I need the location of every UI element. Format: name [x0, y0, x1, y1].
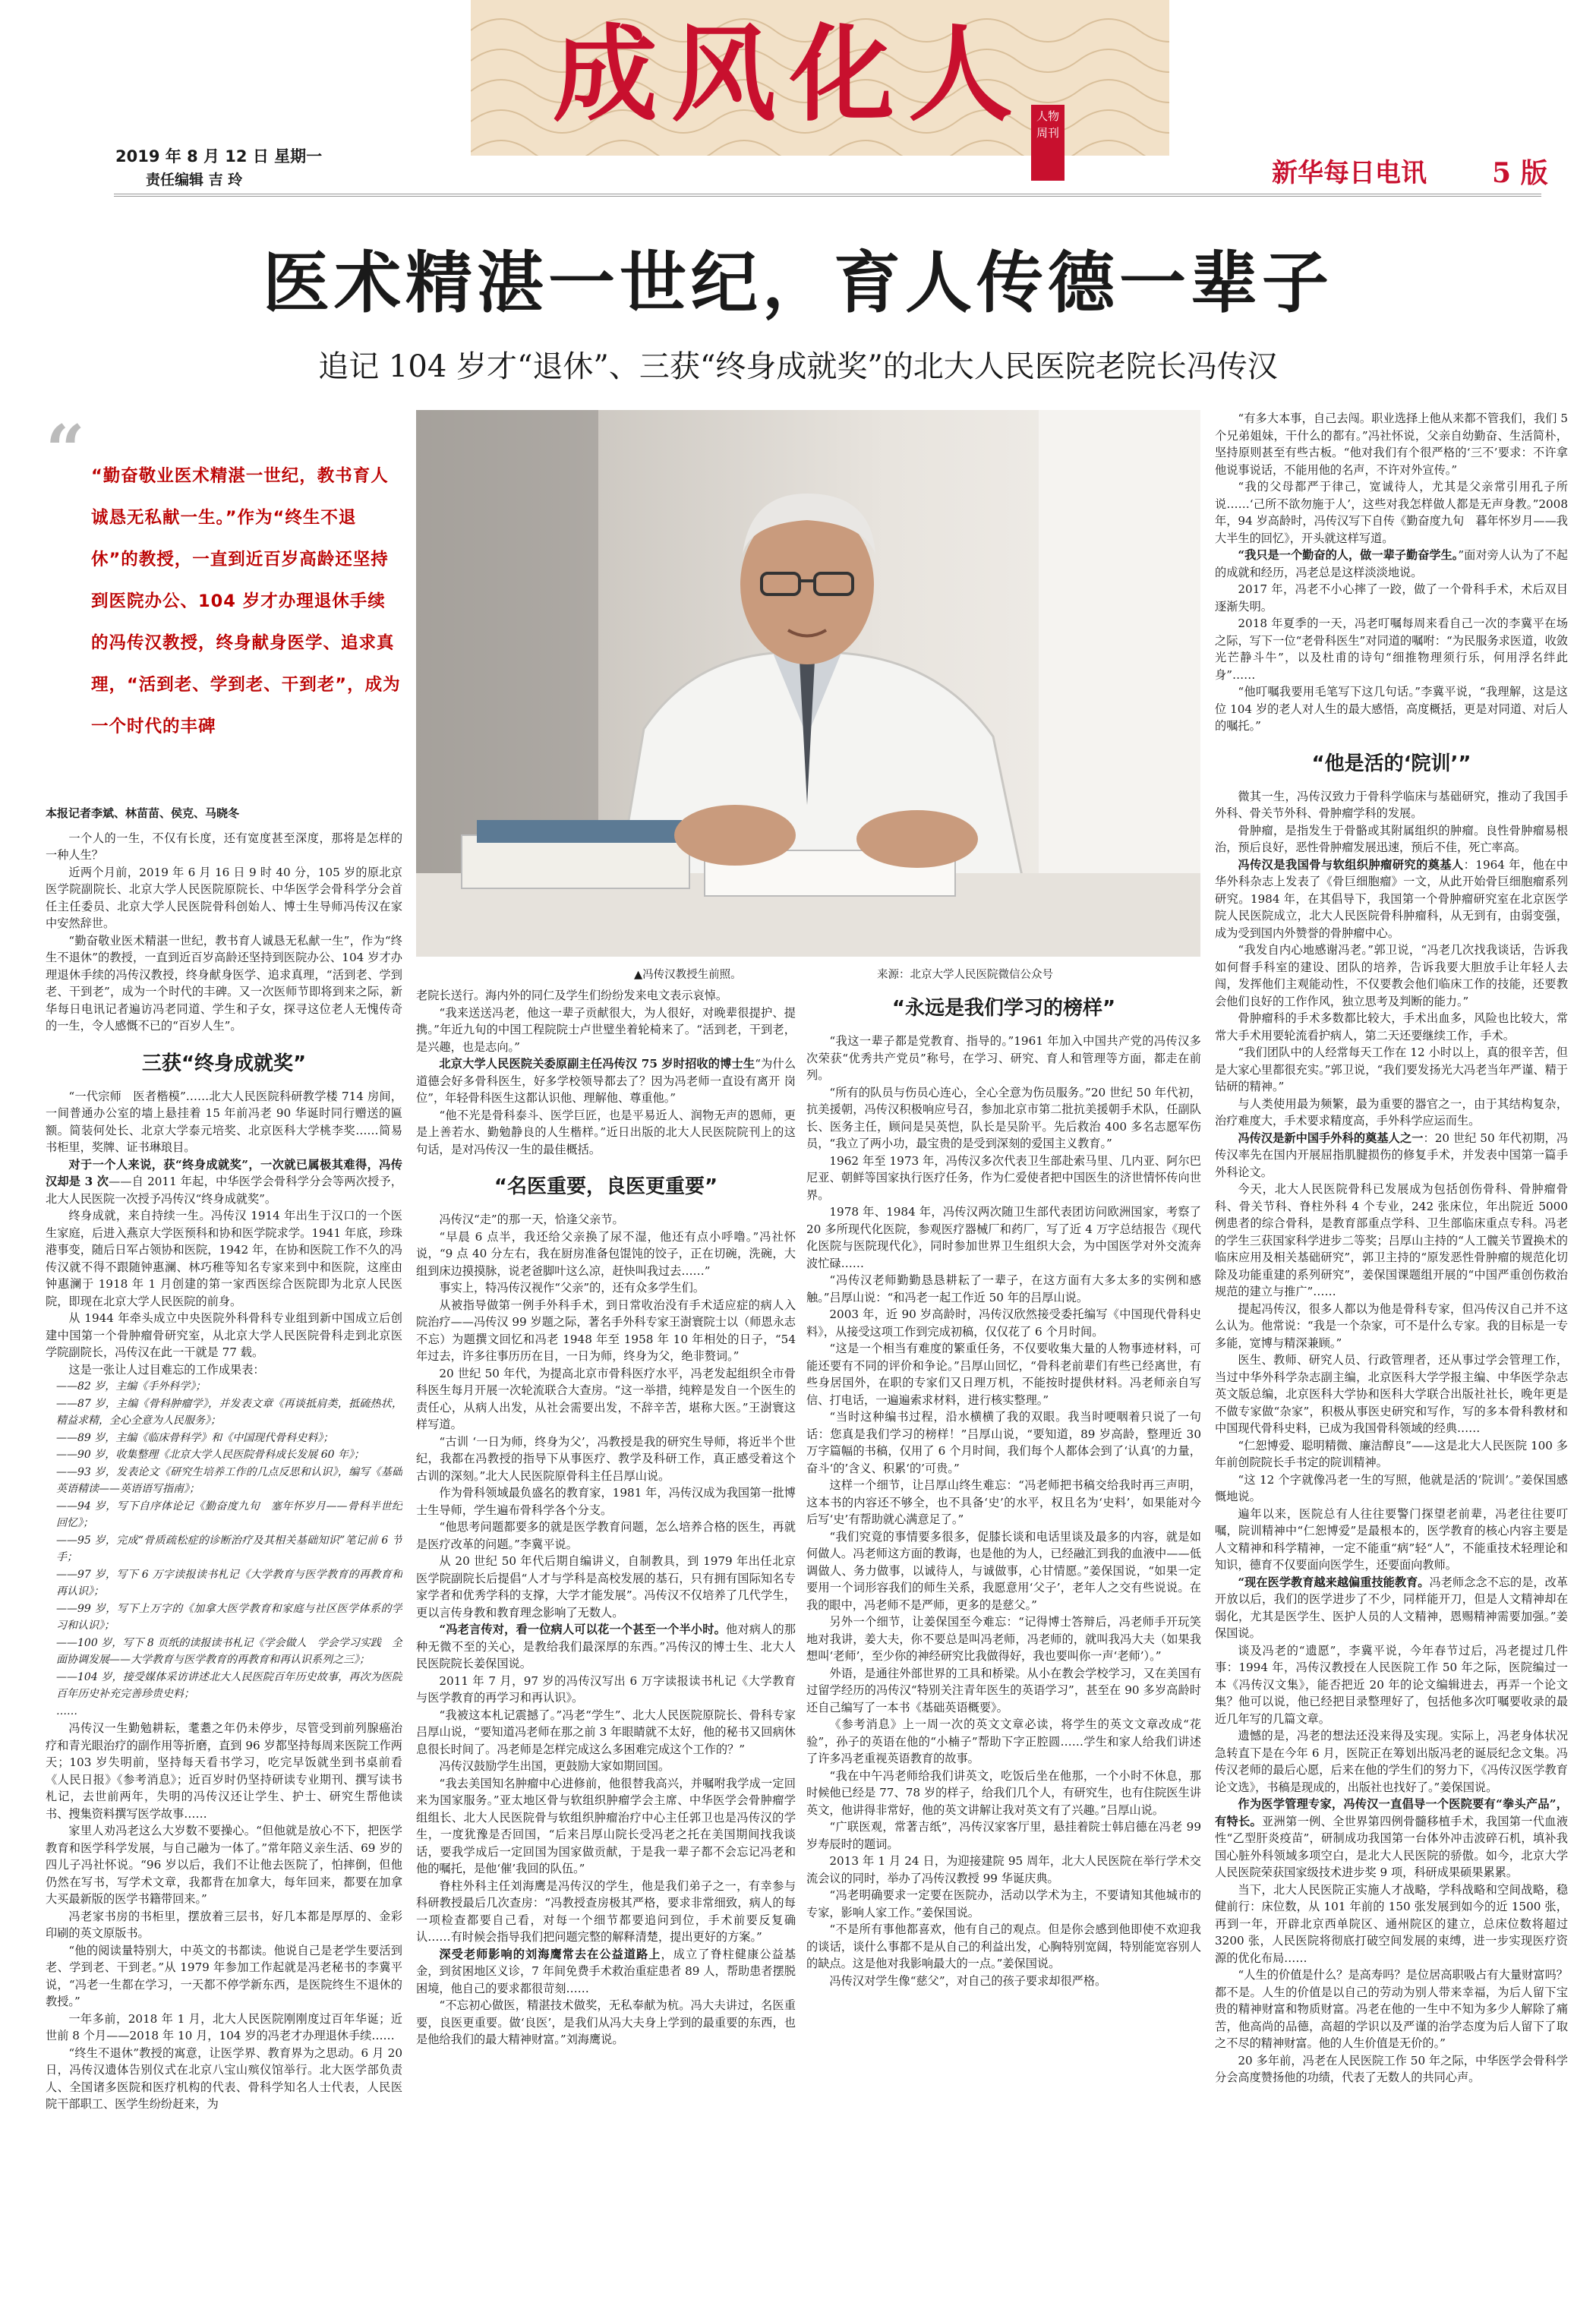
- quote-mark-icon: “: [46, 410, 85, 490]
- paragraph: 脊柱外科主任刘海鹰是冯传汉的学生，他是我们弟子之一，有幸参与科研教授最后几次查房：“冯教授查房极其严格，要求非常细致，病人的每一项检查都要自己看，对每一个细节都要追问到位，手术前要反复确认……有时候会指导我们把问题完整的解释清楚，提出更好的方案。”: [416, 1878, 796, 1944]
- paragraph: 终身成就，来自持续一生。冯传汉 1914 年出生于汉口的一个医生家庭，后进入燕京大学医预科和协和医学院求学。1941 年底，珍珠港事变，随后日军占领协和医院，1942 年，在协和医院工作不久的冯传汉就不得不跟随钟惠澜、林巧稚等知名专家来到中和医院，这座由钟惠澜于 1918 年 1 月创建的第一家西医综合医院即为北京人民医院，即现在北京大学人民医院的前身。: [46, 1209, 402, 1308]
- paragraph: 冯传汉一生勤勉耕耘，耄耋之年仍未停步，尽管受到前列腺癌治疗和青光眼治疗的副作用等折磨，直到 96 岁都坚持每周来医院工作两天；103 岁失明前，坚持每天看书学习，吃完早饭就坐到书桌前看《人民日报》《参考消息》；近百岁时仍坚持研读专业期刊、撰写读书札记，去世前两年，失明的冯传汉还让学生、护士、研究生帮他读书、搜集资料撰写医学故事……: [46, 1721, 402, 1821]
- paragraph: 1978 年、1984 年，冯传汉两次随卫生部代表团访问欧洲国家，考察了 20 多所现代化医院，参观医疗器械厂和药厂，写了近 4 万字总结报告《现代化医院与医院现代化》，同时参加世界卫生组织大会，为中国医学对外交流奔波忙碌……: [806, 1205, 1201, 1270]
- paragraph: 20 多年前，冯老在人民医院工作 50 年之际，中华医学会骨科学分会高度赞扬他的功绩，代表了无数人的共同心声。: [1215, 2053, 1568, 2084]
- editor-credit: 责任编辑 吉 玲: [146, 172, 243, 188]
- paragraph: 冯传汉“走”的那一天，恰逢父亲节。: [439, 1213, 624, 1226]
- paragraph: “他思考问题都要多的就是医学教育问题，怎么培养合格的医生，再就是医疗改革的问题。”李冀平说。: [416, 1520, 796, 1551]
- paragraph: “古训 ‘一日为师，终身为父’，冯教授是我的研究生导师，将近半个世纪，我都在冯教授的指导下从事医疗、教学及科研工作，真正感受着这个古训的深刻。”北大人民医院原骨科主任吕厚山说。: [416, 1434, 796, 1483]
- paragraph: “一代宗师 医者楷模”……北大人民医院科研教学楼 714 房间，一间普通办公室的墙上悬挂着 15 年前冯老 90 华诞时同行赠送的匾额。简装何处长、北京大学泰元培奖、北京医科大学桃李奖……简易书柜里，奖牌、证书琳琅目。: [46, 1089, 402, 1154]
- paragraph: “我这一辈子都是党教育、指导的。”1961 年加入中国共产党的冯传汉多次荣获“优秀共产党员”称号，在学习、研究、育人和管理等方面，都走在前列。: [806, 1034, 1201, 1082]
- paragraph: “当时这种编书过程，沿水横横了我的双眼。我当时哽咽着只说了一句话：您真是我们学习的榜样！”吕厚山说，“要知道，89 岁高龄，整理近 30 万字篇幅的书稿，仅用了 6 个月时间，我们每个人都体会到了‘认真’的力量，奋斗‘的’含义、积累‘的’可贵。”: [806, 1410, 1201, 1475]
- paragraph: “我的父母都严于律己，宽诚待人，尤其是父亲常引用孔子所说……‘己所不欲勿施于人’，这些对我怎样做人都是无声身教。”2008 年，94 岁高龄时，冯传汉写下自传《勤奋度九旬 暮年怀岁月——我大半生的回忆》，开头就这样写道。: [1215, 480, 1568, 545]
- bold-lead: 深受老师影响的刘海鹰常去在公益道路上: [439, 1947, 661, 1961]
- paragraph: 近两个月前，2019 年 6 月 16 日 9 时 40 分，105 岁的原北京医学院副院长、北京大学人民医院原院长、中华医学会骨科学分会首任主任委员、北京大学人民医院骨科创始人、博士生导师冯传汉在家中安然辞世。: [46, 865, 402, 930]
- paragraph: [1215, 1796, 1568, 1881]
- paragraph: 与人类使用最为频繁，最为重要的器官之一，由于其结构复杂，治疗难度大，手术要求精度高，手外科学应运而生。: [1215, 1096, 1568, 1128]
- paragraph-text: 他对病人的那种无微不至的关心，是教给我们最深厚的东西。”冯传汉的博士生、北大人民医院院长姜保国说。: [416, 1623, 796, 1670]
- paragraph: 一年多前，2018 年 1 月，北大人民医院刚刚度过百年华诞；近世前 8 个月——2018 年 10 月，104 岁的冯老才办理退休手续……: [46, 2011, 402, 2042]
- bold-lead: “我只是一个勤奋的人，做一辈子勤奋学生。: [1238, 548, 1459, 562]
- paragraph: “我在中午冯老师给我们讲英文，吃饭后坐在他那，一个小时不休息，那时候他已经是 77、78 岁的样子，给我们几个人，有研究生，也有住院医生讲英文，他讲得非常好，他的英文讲解让我对英文有了兴趣。”吕厚山说。: [806, 1768, 1201, 1817]
- paragraph: 从 1944 年牵头成立中央医院外科骨科专业组到新中国成立后创建中国第一个骨肿瘤骨研究室，从北京大学人民医院骨科走到北京医学院副院长，冯传汉在此一干就是 77 载。: [46, 1311, 402, 1359]
- column-seal: 人物周刊: [1031, 105, 1065, 181]
- paragraph: [1215, 856, 1568, 942]
- paragraph: “我来送送冯老，他这一辈子贡献很大，为人很好，对晚辈很提护、提携。”年近九旬的中国工程院院士卢世璧坐着轮椅来了。“活到老，干到老，是兴趣，也是志向。”: [416, 1005, 796, 1054]
- timeline-item: ——89 岁，主编《临床骨科学》和《中国现代骨科史料》；: [56, 1431, 334, 1444]
- paragraph: 这是一张让人过目难忘的工作成果表：: [68, 1362, 265, 1377]
- paragraph: “这 12 个字就像冯老一生的写照，他就是活的‘院训’。”姜保国感慨地说。: [1215, 1472, 1568, 1503]
- paragraph: “他叮嘱我要用毛笔写下这几句话。”李冀平说，“我理解，这是这位 104 岁的老人对人生的最大感悟，高度概括，更是对同道、对后人的嘱托。”: [1215, 685, 1568, 733]
- paragraph: 2003 年，近 90 岁高龄时，冯传汉欣然接受委托编写《中国现代骨科史料》，从接受这项工作到完成初稿，仅仅花了 6 个月时间。: [806, 1307, 1201, 1339]
- paragraph: “我们团队中的人经常每天工作在 12 小时以上，真的很辛苦，但是大家心里都很充实。”郭卫说，“我们要发扬光大冯老当年严谨、精于钻研的精神。”: [1215, 1046, 1568, 1093]
- header-divider: [114, 194, 1541, 197]
- paragraph: 1962 年至 1973 年，冯传汉多次代表卫生部赴索马里、几内亚、阿尔巴尼亚、朝鲜等国家执行医疗任务，作为仁爱使者把中国医生的济世情怀传向世界。: [806, 1153, 1201, 1202]
- paragraph: 今天，北大人民医院骨科已发展成为包括创伤骨科、骨肿瘤骨科、骨关节科、脊柱外科 4 个专业，242 张床位，年出院近 5000 例患者的综合骨科，是教育部重点学科、卫生部临床重点专科。冯老的学生三获国家科学进步二等奖；吕厚山主持的“人工髋关节置换术的临床应用及相关基础研究”，郭卫主持的“原发恶性骨肿瘤的规范化切除及功能重建的系列研究”，姜保国课题组开展的“中国严重创伤救治规范的建立与推广”……: [1215, 1182, 1568, 1298]
- paragraph: 遍年以来，医院总有人往往要警门探望老前辈，冯老往往要叮嘱，院训精神中“仁恕博爱”是最根本的，医学教育的核心内容主要是人文精神和科学精神，一定不能重“病”轻“人”，不能重技术轻理论和知识，德育不仅要面向医学生，还要面向教师。: [1215, 1506, 1568, 1572]
- paragraph: 另外一个细节，让姜保国至今难忘：“记得博士答辩后，冯老师手开玩笑地对我讲，姜大夫，你不要总是叫冯老师，冯老师的，就叫我冯大夫（如果我想叫‘老师’，至少你的神经研究比我做得好，我也要叫你一声‘老师’）。”: [806, 1615, 1201, 1663]
- paper-name: 新华每日电讯: [1272, 158, 1427, 188]
- paragraph: 老院长送行。海内外的同仁及学生们纷纷发来电文表示哀悼。: [416, 989, 728, 1002]
- paragraph: “他的阅读量特别大，中英文的书都读。他说自己是老学生要活到老、学到老、干到老。”从 1979 年参加工作起就是冯老秘书的李冀平说，“冯老一生都在学习，一天都不停学新东西，是医院终生不退休的教授。”: [46, 1943, 402, 2008]
- article-column-4: [1215, 410, 1568, 2304]
- paragraph: [46, 1156, 402, 1208]
- timeline-item: ——82 岁，主编《手外科学》；: [56, 1380, 207, 1393]
- bold-lead: 冯传汉是我国骨与软组织肿瘤研究的奠基人: [1238, 857, 1464, 872]
- paragraph: “人生的价值是什么？是高寿吗？是位居高职吸占有大量财富吗？都不是。人生的价值是以自己的劳动为别人带来幸福，为后人留下宝贵的精神财富和物质财富。冯老在他的一生中不知为多少人解除了痛苦，他高尚的品德，高超的学识以及严谨的治学态度为后人留下了取之不尽的精神财富。他的人生价值是无价的。”: [1215, 1968, 1568, 2050]
- timeline-item: ……: [56, 1705, 77, 1717]
- paragraph: “勤奋敬业医术精湛一世纪，教书育人诚恳无私献一生”，作为“终生不退休”的教授，一直到近百岁高龄还坚持到医院办公、104 岁才办理退休手续的冯传汉教授，终身献身医学、追求真理，“活到老、学到老、干到老”，成为一个时代的丰碑。又一次医师节即将到来之际，新华每日电讯记者遍访冯老同道、学生和子女，探寻这位老人无愧传奇的一生，令人感慨不已的“百岁人生”。: [46, 933, 402, 1033]
- paragraph: “终生不退休”教授的寓意，让医学界、教育界为之思动。6 月 20 日，冯传汉遗体告别仪式在北京八宝山殡仪馆举行。北大医学部负责人、全国诸多医院和医疗机构的代表、骨科学知名人士代表，人民医院干部职工、医学生纷纷赶来，为: [46, 2045, 402, 2111]
- paragraph-text: “为什么道德会好多骨科医生，好多学校领导都去了？因为冯老师一直设有离开 岗位”，年轻骨科医生这都认识他、理解他、尊重他。”: [416, 1057, 796, 1105]
- section-title: “他是活的‘院训’”: [1311, 752, 1471, 775]
- timeline-list: [46, 1378, 402, 1720]
- timeline-item: ——95 岁，完成“骨质疏松症的诊断治疗及其相关基础知识”笔记前 6 节手；: [56, 1534, 402, 1563]
- article-column-3: [806, 979, 1201, 2304]
- paragraph-text: 冯老师念念不忘的是，改革开放以后，我们的医学进步了不少，同样能开刀，但是人文精神却在弱化，尤其是医学生、医护人员的人文精神，恩赐精神需要加强。”姜保国说。: [1215, 1575, 1568, 1640]
- paragraph: [1215, 1574, 1568, 1642]
- paragraph: 2017 年，冯老不小心摔了一跤，做了一个骨科手术，术后双目逐渐失明。: [1215, 582, 1568, 613]
- issue-date: 2019 年 8 月 12 日 星期一: [115, 147, 323, 166]
- bold-lead: 北京大学人民医院关委原副主任冯传汉 75 岁时招收的博士生: [439, 1057, 755, 1071]
- section-title: 三获“终身成就奖”: [141, 1052, 307, 1075]
- paragraph: “早晨 6 点半，我还给父亲换了尿不湿，他还有点小呼噜。”冯社怀说，“9 点 40 分左右，我在厨房准备包馄饨的饺子，正在切碗，洗碗，大组到床边摸摸脉，说老爸脚叶这么凉，赶快叫我过去……”: [416, 1229, 796, 1278]
- bold-lead: “冯老言传对，看一位病人可以花一个甚至一个半小时。: [439, 1623, 726, 1636]
- paragraph: 骨肿瘤科的手术多数都比较大，手术出血多，风险也比较大，常常大手术用要轮流看护病人，第二天还要继续工作，手术。: [1215, 1011, 1568, 1042]
- paragraph: 骨肿瘤，是指发生于骨骼或其附属组织的肿瘤。良性骨肿瘤易根治，预后良好，恶性骨肿瘤发展迅速，预后不佳，死亡率高。: [1215, 823, 1568, 854]
- headline: 医术精湛一世纪，育人传德一辈子: [262, 244, 1333, 322]
- paragraph: “冯传汉老师勤勤恳恳耕耘了一辈子，在这方面有大多太多的实例和感触。”吕厚山说：“和冯老一起工作近 50 年的吕厚山说。: [806, 1273, 1201, 1304]
- paragraph: 作为骨科领域最负盛名的教育家，1981 年，冯传汉成为我国第一批博士生导师，学生遍布骨科学各个分支。: [416, 1486, 796, 1517]
- timeline-item: ——87 岁，主编《骨科肿瘤学》，并发表文章《再谈抵肩类，抵硫热状，精益求精，全心全意为人民服务》；: [56, 1397, 402, 1427]
- timeline-item: ——93 岁，发表论文《研究生培养工作的几点反思和认识》，编写《基础英语精读——英语语写指南》；: [56, 1465, 402, 1495]
- paragraph: “广联医观，常著吉纸”，冯传汉家客厅里，悬挂着院士韩启德在冯老 99 岁寿辰时的题词。: [806, 1820, 1201, 1851]
- paragraph: “冯老明确要求一定要在医院办，活动以学术为主，不要请知其他城市的专家，影响人家工作。”姜保国说。: [806, 1888, 1201, 1919]
- photo-credit: 来源：北京大学人民医院微信公众号: [877, 969, 1053, 981]
- paragraph: 从 20 世纪 50 年代后期自编讲义，自制教具，到 1979 年出任北京医学院副院长后提倡“人才与学科是高校发展的基石，只有拥有国际知名专家学者和优秀学科的支撑，大学才能发展”。冯传汉不仅培养了几代学生，更以言传身教和教育理念影响了无数人。: [416, 1554, 796, 1620]
- portrait-photo: [416, 410, 1200, 957]
- paragraph: 一个人的一生，不仅有长度，还有宽度甚至深度，那将是怎样的一种人生？: [46, 831, 402, 862]
- photo-caption: ▲冯传汉教授生前照。: [634, 969, 742, 981]
- paragraph-text: 亚洲第一例、全世界第四例骨髓移植手术，我国第一代血液性“乙型肝炎疫苗”，研制成功我国第一台体外冲击波碎石机，填补我国心脏外科领域多项空白，是北大人民医院的骄傲。如今，北京大学人民医院荣获国家级技术进步奖 9 项，科研成果硕果累累。: [1215, 1814, 1568, 1879]
- paragraph: 从被指导做第一例手外科手术，到日常收治没有手术适应症的病人入院治疗——冯传汉 99 岁题之际，著名手外科专家王澍寰院士以（师恩永志不忘）为题撰文回忆和冯老 1948 年至 1958 年 10 年相处的日子，“54 年过去，许多往事历历在目，一日为师，终身为父，绝非赘词。”: [416, 1298, 796, 1363]
- paragraph: 医生、教师、研究人员、行政管理者，还从事过学会管理工作，当过中华外科学杂志副主编，北京医科大学学报主编、中华医学杂志英文版总编，北京医科大学协和医科大学联合出版社社长，晚年更是不做专家做“杂家”，积极从事医史研究和写作，写的多本骨科教材和中国现代骨科史料，已成为我国骨科领域的经典……: [1215, 1353, 1568, 1435]
- paragraph: 这样一个细节，让吕厚山终生难忘：“冯老师把书稿交给我时再三声明，这本书的内容还不够全，也不具备‘史’的水平，权且名为‘史料’，如果能对今后写‘史’有帮助就心满意足了。”: [806, 1478, 1201, 1526]
- paragraph: “仁恕博爱、聪明精微、廉洁醇良”——这是北大人民医院 100 多年前创院院长手书定的院训精神。: [1215, 1438, 1568, 1469]
- subheadline: 追记 104 岁才“退休”、三获“终身成就奖”的北大人民医院老院长冯传汉: [318, 349, 1278, 384]
- paragraph: 冯传汉对学生像“慈父”，对自己的孩子要求却很严格。: [829, 1973, 1107, 1988]
- paragraph: [416, 1055, 796, 1107]
- paragraph: 外语，是通往外部世界的工具和桥梁。从小在教会学校学习，又在美国有过留学经历的冯传汉“特别关注青年医生的英语学习”，甚至在 90 多岁高龄时还自己编写了一本书《基础英语概要》。: [806, 1666, 1201, 1714]
- paragraph: 2011 年 7 月，97 岁的冯传汉写出 6 万字读报读书札记《大学教育与医学教育的再学习和再认识》。: [416, 1673, 796, 1705]
- paragraph: 遗憾的是，冯老的想法还没来得及实现。实际上，冯老身体状况急转直下是在今年 6 月，医院正在筹划出版冯老的诞辰纪念文集。冯传汉老师的最后心愿，后来在他的学生们的努力下，《冯传汉医学教育论文选》，书稿是现成的，出版社也找好了。”姜保国说。: [1215, 1729, 1568, 1794]
- paragraph: “所有的队员与伤员心连心，全心全意为伤员服务。”20 世纪 50 年代初，抗美援朝，冯传汉积极响应号召，参加北京市第二批抗美援朝手术队，任副队长、医务主任，顾问是吴英恺，队长是吴阶平。先后救治 400 多名志愿军伤员，“我立了两小功，最宝贵的是受到深刻的爱国主义教育。”: [806, 1085, 1201, 1150]
- timeline-item: ——90 岁，收集整理《北京大学人民医院骨科成长发展 60 年》；: [56, 1449, 364, 1461]
- byline: 本报记者李斌、林苗苗、侯克、马晓冬: [46, 806, 240, 820]
- portrait-illustration: [416, 410, 1200, 957]
- article-column-1: [46, 805, 402, 2304]
- timeline-item: ——94 岁，写下自序体论记《勤奋度九旬 塞年怀岁月——骨科半世纪回忆》；: [56, 1500, 402, 1529]
- paragraph: 2018 年夏季的一天，冯老叮嘱每周来看自己一次的李冀平在场之际，写下一位“老骨科医生”对同道的嘱咐：“为民服务求医道，收敛光芒静斗牛”，以及杜甫的诗句“细推物理须行乐，何用浮名绊此身”……: [1215, 617, 1568, 682]
- section-title: “名医重要，良医更重要”: [494, 1175, 718, 1198]
- paragraph: [416, 1946, 796, 1998]
- paragraph: “有多大本事，自己去闯。职业选择上他从来都不管我们，我们 5 个兄弟姐妹，干什么的都有。”冯社怀说，父亲自幼勤奋、生活简朴，坚持原则甚至有些古板。“他对我们有个很严格的‘三不’要求：不许拿他说事说话，不能用他的名声，不许对外宣传。”: [1215, 412, 1568, 477]
- paragraph: “这是一个相当有难度的繁重任务，不仅要收集大量的人物事迹材料，可能还要有不同的评价和争论。”吕厚山回忆，“骨科老前辈们有些已经离世，有些身居国外，在职的专家们又日理万机，不能按时提供材料。冯老师亲自写信、打电话，一遍遍索求材料，进行核实整理。”: [806, 1342, 1201, 1407]
- section-title: “永远是我们学习的榜样”: [891, 997, 1116, 1020]
- timeline-item: ——100 岁，写下 8 页纸的读报读书札记《学会做人 学会学习实践 全面协调发展——大学教育与医学教育的再教育和再认识系列之三》；: [56, 1636, 402, 1666]
- paragraph: “不是所有事他都喜欢，他有自己的观点。但是你会感到他即使不欢迎我的谈话，谈什么事都不是从自己的利益出发，心胸特别宽阔，特别能宽容别人的缺点。这是他对我影响最大的一点。”姜保国说。: [806, 1922, 1201, 1970]
- page-number: 5 版: [1492, 157, 1548, 189]
- paragraph-text: ——自 2011 年起，中华医学会骨科学分会等两次授予，北大人民医院一次授予冯传汉“终身成就奖”。: [46, 1175, 402, 1206]
- timeline-item: ——104 岁，接受媒体采访讲述北大人民医院百年历史故事，再次为医院百年历史补充完善珍贵史料；: [56, 1670, 402, 1700]
- paragraph: [1215, 1130, 1568, 1181]
- paragraph-text: ：1964 年，他在中华外科杂志上发表了《骨巨细胞瘤》一文，从此开始骨巨细胞瘤系列研究。1984 年，在其倡导下，我国第一个骨肿瘤研究室在北京医学院人民医院成立，北大人民医院骨科肿瘤科，从无到有，由弱变强，成为受到国内外赞誉的骨肿瘤中心。: [1215, 857, 1568, 940]
- paragraph: “他不光是骨科泰斗、医学巨匠，也是平易近人、润物无声的恩师，更是上善若水、勤勉静良的人生楷样。”近日出版的北大人民医院院刊上的这句话，是对冯传汉一生的最佳概括。: [416, 1108, 796, 1156]
- paragraph: 冯老家书房的书柜里，摆放着三层书，好几本都是厚厚的、金彩印刷的英文原版书。: [46, 1909, 402, 1940]
- paragraph: 《参考消息》上一周一次的英文文章必读，将学生的英文文章改成“花验”，孙子的英语在他的“小楠子”帮助下字正腔圆……学生和家人给我们讲述了许多冯老重视英语教育的故事。: [806, 1717, 1201, 1765]
- paragraph: 家里人劝冯老这么大岁数不要操心。“但他就是放心不下，把医学教育和医学科学发展，与自己融为一体了。”常年陪义亲生活、69 岁的四儿子冯社怀说。“96 岁以后，我们不让他去医院了，怕摔倒，但他仍然在写书，写学术文章，我都背在加拿大，每年回来，都要在加拿大买最新版的医学书籍带回来。”: [46, 1824, 402, 1906]
- bold-lead: 作为医学管理专家，冯传汉一直倡导一个医院要有“拳头产品”，有特长。: [1215, 1797, 1568, 1828]
- paragraph: 提起冯传汉，很多人都以为他是骨科专家，但冯传汉自己并不这么认为。他常说：“我是一个杂家，可不是什么专家。我的目标是一专多能，宽博与精深兼顾。”: [1215, 1301, 1568, 1350]
- column-title: 成风化人: [552, 12, 1027, 136]
- bold-lead: “现在医学教育越来越偏重技能教育。: [1238, 1575, 1430, 1589]
- paragraph: “我去美国知名肿瘤中心进修前，他很替我高兴，并嘱咐我学成一定回来为国家服务。”亚太地区骨与软组织肿瘤学会主席、中华医学会骨肿瘤学组组长、北大人民医院骨与软组织肿瘤治疗中心主任郭卫也是冯传汉的学生，一度犹豫是否回国，“后来吕厚山院长受冯老之托在美国期间找我谈话，要我学成后一定回国为国家做贡献，于是我一辈子都不会忘记冯老和他的嘱托，是他‘催’我回的队伍。”: [416, 1776, 796, 1875]
- paragraph: “我们究竟的事情要多很多，促膝长谈和电话里谈及最多的内容，就是如何做人。冯老师这方面的教诲，也是他的为人，已经融汇到我的血液中——低调做人、务力做事，以诚待人，与诚做事，心甘情愿。”姜保国说，“如果一定要用一个词形容我们的师生关系，我愿意用‘父子’，老年人之交有些说说。在我的眼中，冯老师不是严师，更多的是慈父。”: [806, 1529, 1201, 1612]
- paragraph: [1215, 547, 1568, 581]
- paragraph-text: ，成立了脊柱健康公益基金，到贫困地区义诊，7 年间免费手术救治重症患者 89 人，帮助患者摆脱困境，他自己的要求都很苛刻……: [416, 1947, 796, 1995]
- paragraph: “我发自内心地感谢冯老。”郭卫说，“冯老几次找我谈话，告诉我如何督手科室的建设、团队的培养，告诉我要大胆放手让年轻人去闯，发挥他们主观能动性，不仅要教会他们临床工作的技能，还要教会他们良好的工作作风，独立思考及判断的能力。”: [1215, 943, 1568, 1008]
- paragraph: 2013 年 1 月 24 日，为迎接建院 95 周年，北大人民医院在举行学术交流会议的同时，举办了冯传汉教授 99 华诞庆典。: [806, 1854, 1201, 1885]
- bold-lead: 对于一个人来说，获“终身成就奖”，一次就已属极其难得，冯传汉却是 3 次: [46, 1157, 402, 1188]
- paragraph: 事实上，特冯传汉视作“父亲”的，还有众多学生们。: [439, 1281, 705, 1295]
- pull-quote: “勤奋敬业医术精湛一世纪，教书育人诚恳无私献一生。”作为“终生不退休”的教授，一直到近百岁高龄还坚持到医院办公、104 岁才办理退休手续的冯传汉教授，终身献身医学、追求真理，“活到老、学到老、干到老”，成为一个时代的丰碑: [91, 466, 401, 736]
- bold-lead: 冯传汉是新中国手外科的奠基人之一: [1238, 1131, 1424, 1145]
- paragraph-text: ：20 世纪 50 年代初期，冯传汉率先在国内开展屈指肌腱损伤的修复手术，并发表中国第一篇手外科论文。: [1215, 1131, 1568, 1179]
- timeline-item: ——97 岁，写下 6 万字读报读书札记《大学教育与医学教育的再教育和再认识》；: [56, 1568, 402, 1598]
- paragraph: 当下，北大人民医院正实施人才战略，学科战略和空间战略，稳健前行：床位数，从 101 年前的 150 张发展到如今的近 1500 张，再到一年，开辟北京西单院区、通州院区的建立，总床位数将超过 3200 张，人民医院将彻底打破空间发展的束缚，进一步实现医疗资源的优化布局……: [1215, 1882, 1568, 1965]
- paragraph: “不忘初心做医，精湛技术做奖，无私奉献为杭。冯大夫讲过，名医重要，良医更重要。做‘良医’，是我们从冯大夫身上学到的最重要的东西，也是他给我们的最大精神财富。”刘海鹰说。: [416, 1998, 796, 2046]
- paragraph: 谈及冯老的“遗愿”，李冀平说，今年春节过后，冯老提过几件事：1994 年，冯传汉教授在人民医院工作 50 年之际，医院编过一本《冯传汉文集》，能否把近 20 年的论文编辑进去，再弄一个论文集？他可以说，他已经把目录整理好了，包括他多次叮嘱要收录的最近几年写的几篇文章。: [1215, 1643, 1568, 1726]
- paragraph: 冯传汉鼓励学生出国，更鼓励大家如期回国。: [439, 1759, 670, 1773]
- paragraph-text: ”面对旁人认为了不起的成就和经历，冯老总是这样淡淡地说。: [1215, 548, 1568, 579]
- paragraph: [416, 1621, 796, 1673]
- paragraph: 20 世纪 50 年代，为提高北京市骨科医疗水平，冯老发起组织全市骨科医生每月开展一次轮流联合大查房。“这一举措，纯粹是发自一个医生的责任心，从病人出发，从社会需要出发，不辞辛苦，堪称大医。”王澍寰这样写道。: [416, 1366, 796, 1431]
- article-column-2: [416, 987, 796, 2304]
- paragraph: “我被这本札记震撼了。”冯老“学生”、北大人民医院原院长、骨科专家吕厚山说，“要知道冯老师在那之前 3 年眼睛就不太好，他的秘书又回病休息很长时间了。冯老师是怎样完成这么多困难完成这个工作的？”: [416, 1708, 796, 1756]
- timeline-item: ——99 岁，写下上万字的《加拿大医学教育和家庭与社区医学体系的学习和认识》；: [56, 1602, 402, 1632]
- paragraph: 微其一生，冯传汉致力于骨科学临床与基础研究，推动了我国手外科、骨关节外科、骨肿瘤学科的发展。: [1215, 789, 1568, 820]
